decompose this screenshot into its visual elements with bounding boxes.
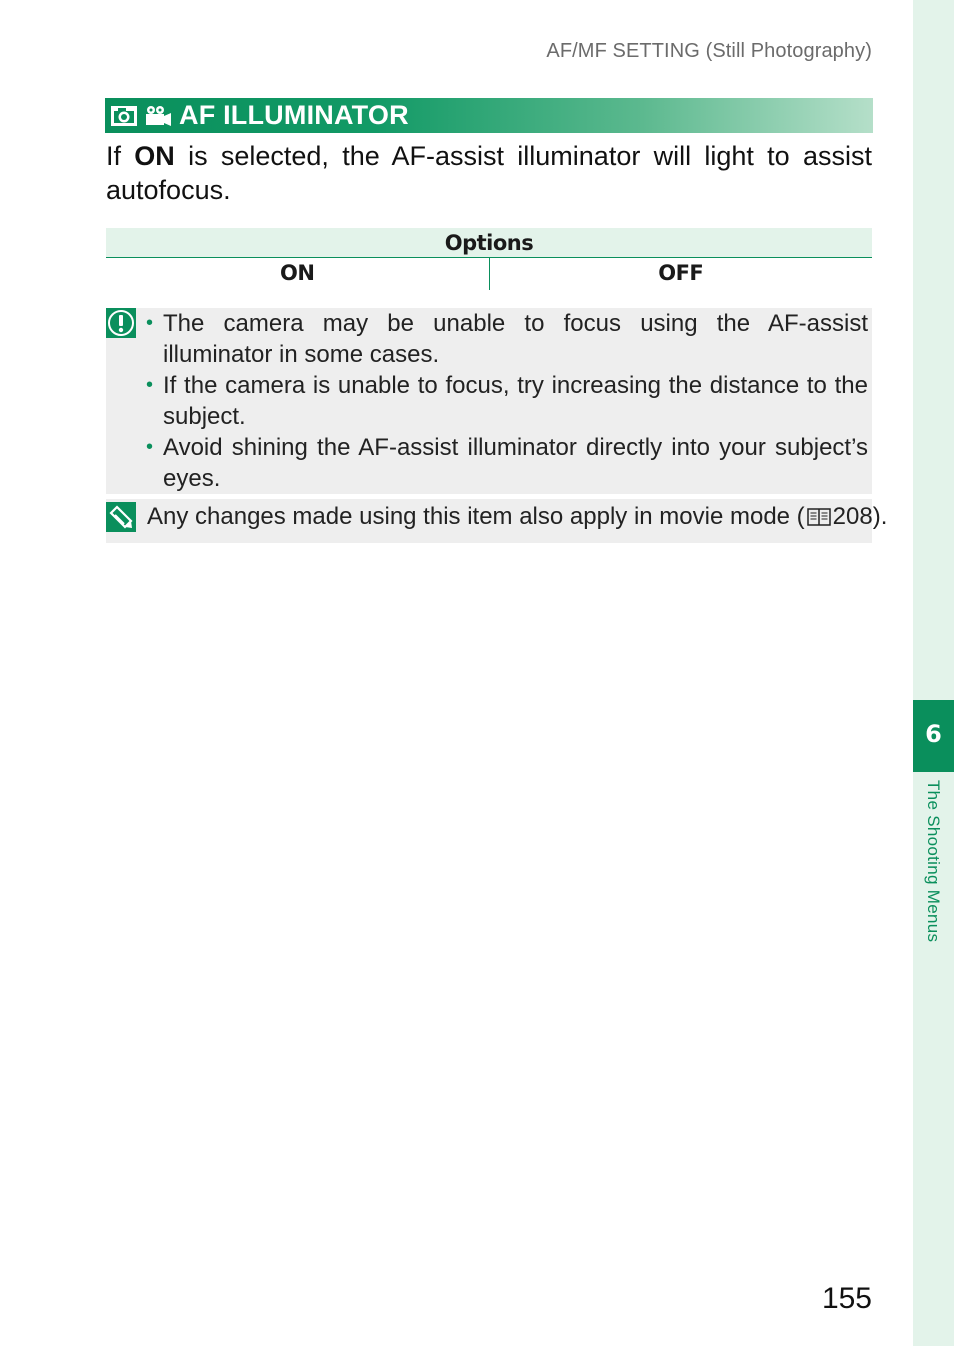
chapter-label: The Shooting Menus — [924, 780, 943, 943]
movie-camera-icon — [143, 104, 173, 128]
caution-item: • The camera may be unable to focus using the AF-assist illuminator in some cases. — [146, 310, 868, 368]
running-head: AF/MF SETTING (Still Photography) — [546, 40, 872, 62]
note-box — [106, 499, 888, 543]
options-header: Options — [106, 228, 872, 258]
note-icon — [106, 502, 136, 532]
note-text: Any changes made using this item also apply in movie mode ( 208). — [147, 501, 887, 534]
caution-list — [146, 308, 868, 494]
intro-paragraph — [106, 139, 872, 207]
options-table — [106, 228, 872, 290]
intro-post: is selected, the AF-assist illuminator will light to assist autofocus. — [106, 141, 872, 205]
camera-icon — [109, 104, 139, 128]
option-off: OFF — [489, 258, 873, 290]
bullet-icon: • — [146, 374, 154, 396]
bullet-icon: • — [146, 312, 154, 334]
chapter-sidebar — [913, 0, 954, 1346]
chapter-tab[interactable]: 6 — [913, 700, 954, 772]
caution-box — [106, 308, 872, 494]
options-row — [106, 258, 872, 290]
option-on: ON — [280, 261, 315, 285]
caution-icon — [106, 308, 136, 338]
book-icon — [807, 503, 831, 534]
bullet-icon: • — [146, 436, 154, 458]
intro-bold: ON — [134, 141, 175, 171]
note-page-ref[interactable]: 208 — [832, 503, 873, 530]
section-title: AF ILLUMINATOR — [179, 100, 409, 130]
page-number: 155 — [821, 1282, 872, 1315]
section-header — [105, 98, 873, 133]
caution-item: • Avoid shining the AF-assist illuminator directly into your subject’s eyes. — [146, 434, 868, 492]
intro-pre: If — [106, 141, 122, 171]
caution-item: • If the camera is unable to focus, try increasing the distance to the subject. — [146, 372, 868, 430]
